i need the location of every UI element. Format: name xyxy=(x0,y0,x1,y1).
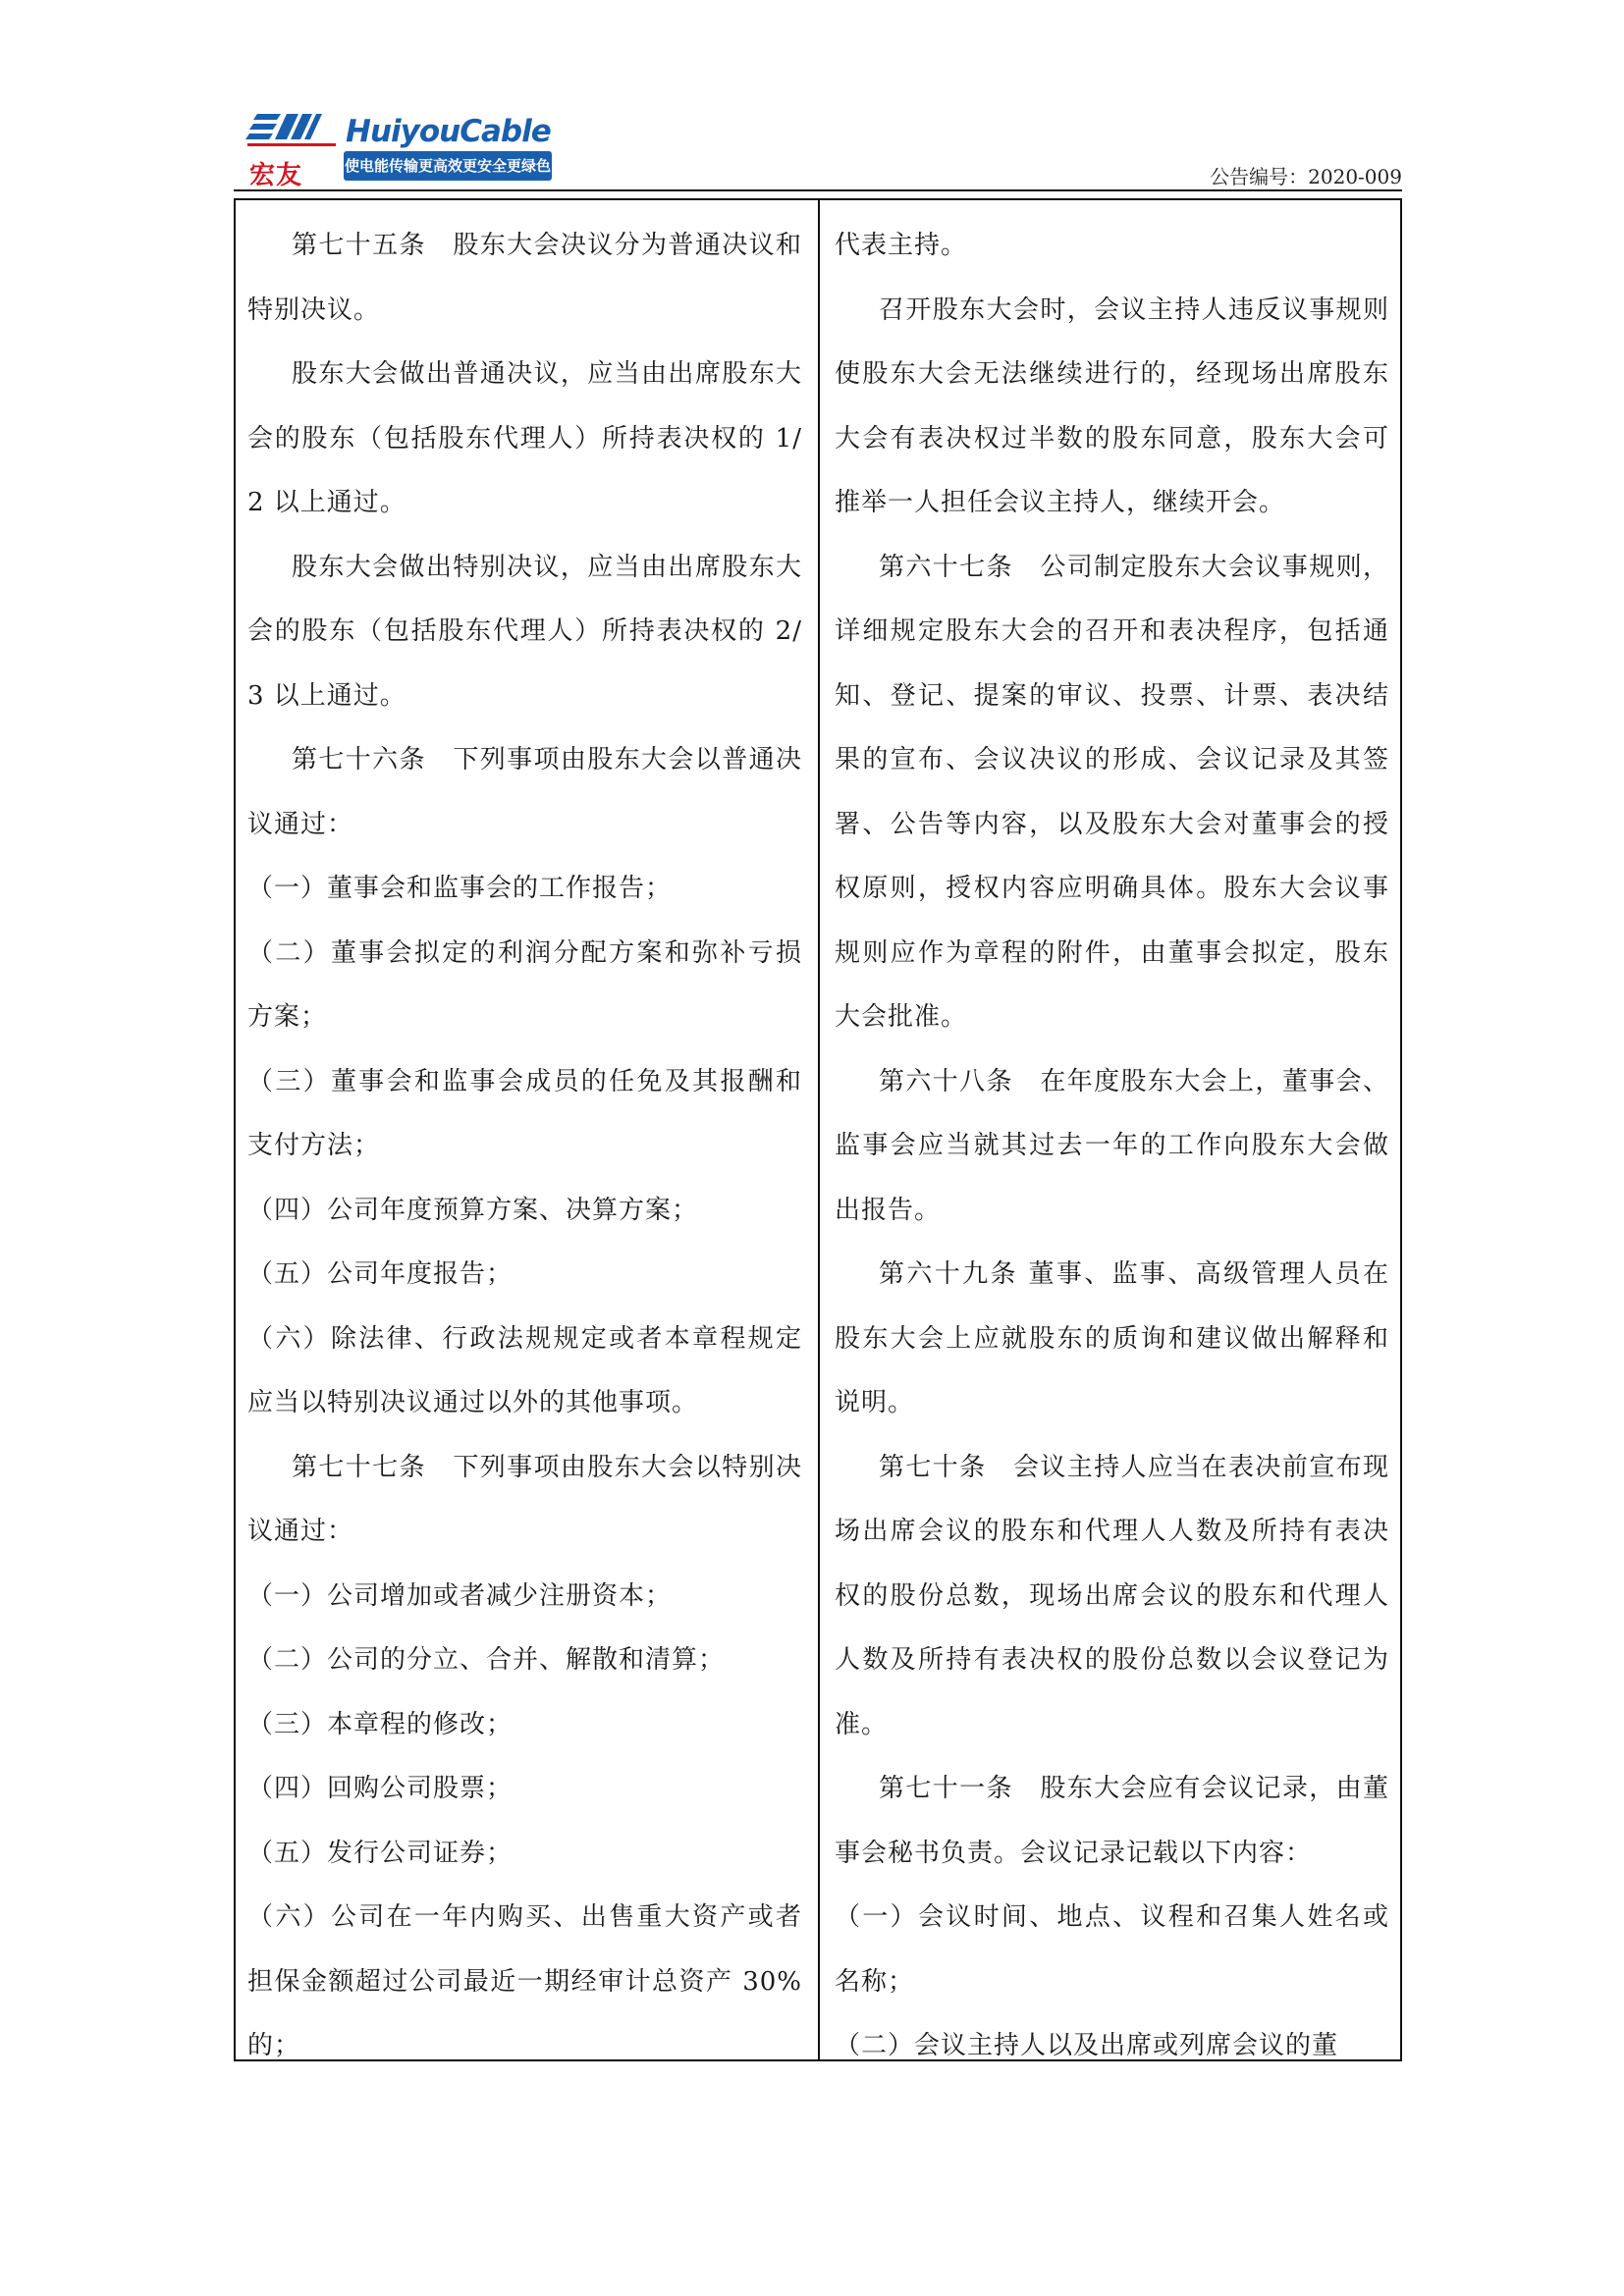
column-divider xyxy=(818,200,820,2059)
left-column xyxy=(247,214,802,2079)
comparison-table xyxy=(234,198,1402,2061)
clause-paragraph: （四）公司年度预算方案、决算方案； xyxy=(247,1195,699,1225)
logo-slogan: 使电能传输更高效更安全更绿色 xyxy=(344,151,552,181)
header-divider xyxy=(234,189,1402,191)
clause-paragraph: （一）公司增加或者减少注册资本； xyxy=(247,1580,673,1611)
clause-paragraph: （六）公司在一年内购买、出售重大资产或者担保金额超过公司最近一期经审计总资产 30%的； xyxy=(247,1902,802,2060)
clause-paragraph: （四）回购公司股票； xyxy=(247,1774,514,1803)
logo-english-name: HuiyouCable xyxy=(346,114,551,149)
clause-paragraph: （一）会议时间、地点、议程和召集人姓名或名称； xyxy=(835,1902,1389,1997)
clause-paragraph: （三）本章程的修改； xyxy=(247,1709,514,1739)
clause-paragraph: 召开股东大会时，会议主持人违反议事规则使股东大会无法继续进行的，经现场出席股东大会有表决权过半数的股东同意，股东大会可推举一人担任会议主持人，继续开会。 xyxy=(835,294,1389,517)
clause-paragraph: （三）董事会和监事会成员的任免及其报酬和支付方法； xyxy=(247,1066,802,1160)
clause-paragraph: 第六十八条 在年度股东大会上，董事会、监事会应当就其过去一年的工作向股东大会做出报告。 xyxy=(835,1066,1389,1225)
clause-paragraph: （二）公司的分立、合并、解散和清算； xyxy=(247,1645,726,1675)
clause-paragraph: 第七十七条 下列事项由股东大会以特别决议通过： xyxy=(247,1452,802,1546)
clause-paragraph: （五）公司年度报告； xyxy=(247,1259,514,1289)
clause-paragraph: （二）会议主持人以及出席或列席会议的董 xyxy=(835,2031,1339,2060)
announcement-number: 公告编号：2020-009 xyxy=(1210,165,1402,188)
logo-chinese-name: 宏友 xyxy=(249,161,303,190)
clause-paragraph: （一）董事会和监事会的工作报告； xyxy=(247,874,673,903)
clause-paragraph: 第七十条 会议主持人应当在表决前宣布现场出席会议的股东和代理人人数及所持有表决权的股份总数，现场出席会议的股东和代理人人数及所持有表决权的股份总数以会议登记为准。 xyxy=(835,1452,1389,1739)
right-column xyxy=(835,214,1389,2079)
page-header xyxy=(234,110,1402,190)
logo-mark-icon xyxy=(244,110,352,159)
clause-paragraph: 第七十一条 股东大会应有会议记录，由董事会秘书负责。会议记录记载以下内容： xyxy=(835,1774,1389,1868)
clause-paragraph: 股东大会做出特别决议，应当由出席股东大会的股东（包括股东代理人）所持表决权的 2/3 以上通过。 xyxy=(247,552,802,711)
clause-paragraph: 第六十七条 公司制定股东大会议事规则，详细规定股东大会的召开和表决程序，包括通知、登记、提案的审议、投票、计票、表决结果的宣布、会议决议的形成、会议记录及其签署、公告等内容，以及股东大会对董事会的授权原则，授权内容应明确具体。股东大会议事规则应作为章程的附件，由董事会拟定，股东大会批准。 xyxy=(835,552,1389,1032)
clause-paragraph: 代表主持。 xyxy=(835,231,968,260)
clause-paragraph: 第七十五条 股东大会决议分为普通决议和特别决议。 xyxy=(247,231,802,325)
clause-paragraph: 第六十九条 董事、监事、高级管理人员在股东大会上应就股东的质询和建议做出解释和说明。 xyxy=(835,1259,1389,1417)
clause-paragraph: （五）发行公司证券； xyxy=(247,1838,514,1868)
clause-paragraph: 第七十六条 下列事项由股东大会以普通决议通过： xyxy=(247,745,802,839)
clause-paragraph: （二）董事会拟定的利润分配方案和弥补亏损方案； xyxy=(247,937,802,1032)
clause-paragraph: （六）除法律、行政法规规定或者本章程规定应当以特别决议通过以外的其他事项。 xyxy=(247,1323,802,1417)
clause-paragraph: 股东大会做出普通决议，应当由出席股东大会的股东（包括股东代理人）所持表决权的 1/2 以上通过。 xyxy=(247,359,802,517)
company-logo xyxy=(234,110,558,190)
